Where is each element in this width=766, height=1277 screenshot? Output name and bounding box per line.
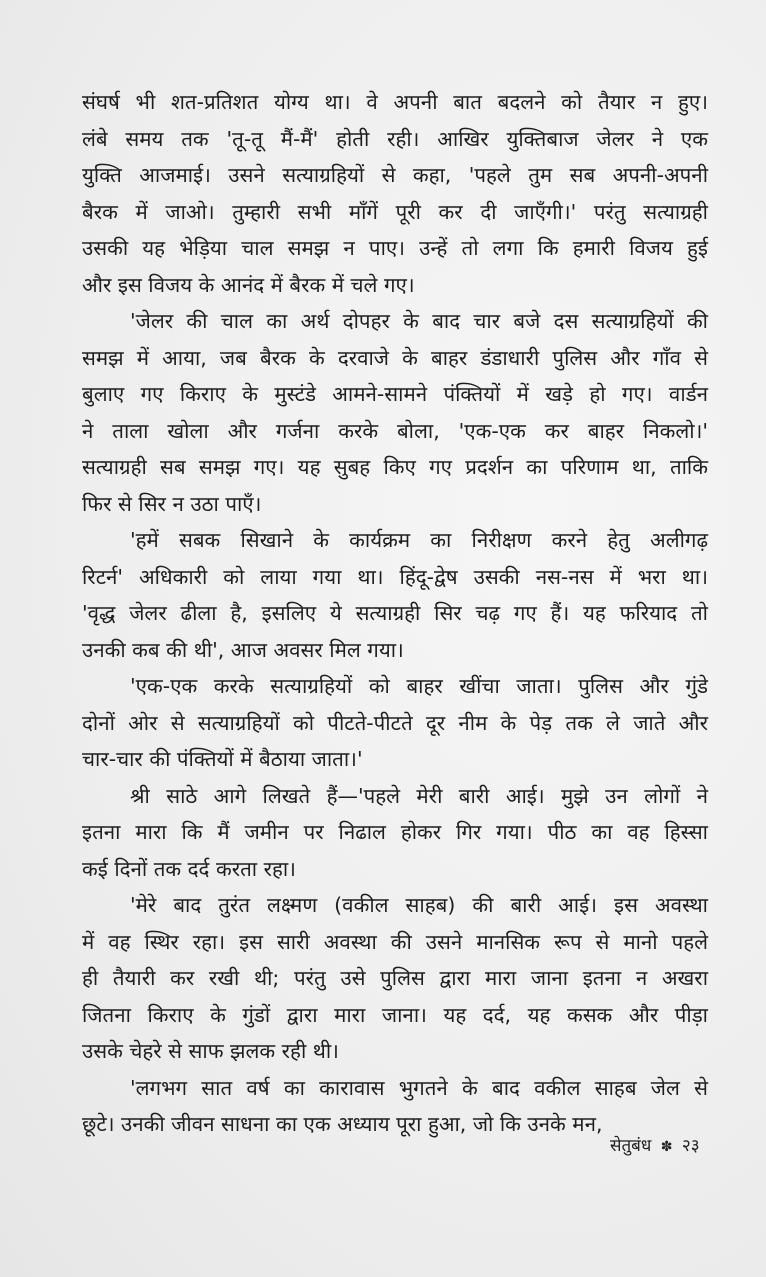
text-line: दोनों ओर से सत्याग्रहियों को पीटते-पीटते दूर नीम के पेड़ तक ले जाते और — [82, 710, 708, 735]
text-line: 'मेरे बाद तुरंत लक्ष्मण (वकील साहब) की बारी आई। इस अवस्था — [130, 893, 708, 917]
text-line: ने ताला खोला और गर्जना करके बोला, 'एक-एक कर बाहर निकलो।' — [82, 418, 708, 443]
text-line: श्री साठे आगे लिखते हैं—'पहले मेरी बारी आई। मुझे उन लोगों ने — [130, 783, 708, 808]
paragraph — [82, 84, 708, 303]
running-title: सेतुबंध — [610, 1136, 652, 1156]
text-line: चार-चार की पंक्तियों में बैठाया जाता।' — [82, 747, 363, 771]
text-line: 'एक-एक करके सत्याग्रहियों को बाहर खींचा जाता। पुलिस और गुंडे — [130, 674, 708, 698]
text-line: बुलाए गए किराए के मुस्टंडे आमने-सामने पंक्तियों में खड़े हो गए। वार्डन — [82, 382, 708, 406]
text-line: संघर्ष भी शत-प्रतिशत योग्य था। वे अपनी बात बदलने को तैयार न हुए। — [82, 90, 708, 114]
paragraph — [82, 887, 708, 1070]
text-line: ही तैयारी कर रखी थी; परंतु उसे पुलिस द्वारा मारा जाना इतना न अखरा — [82, 966, 708, 990]
paragraph — [82, 778, 708, 888]
text-line: इतना मारा कि मैं जमीन पर निढाल होकर गिर गया। पीठ का वह हिस्सा — [82, 820, 708, 844]
paragraph — [82, 303, 708, 522]
text-line: छूटे। उनकी जीवन साधना का एक अध्याय पूरा हुआ, जो कि उनके मन, — [82, 1112, 603, 1136]
text-line: फिर से सिर न उठा पाएँ। — [82, 491, 262, 516]
text-line: उनकी कब की थी', आज अवसर मिल गया। — [82, 637, 404, 662]
flower-ornament-icon: ✽ — [660, 1139, 673, 1155]
text-line: कई दिनों तक दर्द करता रहा। — [82, 856, 296, 881]
paragraph — [82, 522, 708, 668]
page-footer — [610, 1133, 710, 1156]
text-line: समझ में आया, जब बैरक के दरवाजे के बाहर डंडाधारी पुलिस और गाँव से — [82, 345, 708, 370]
text-line: बैरक में जाओ। तुम्हारी सभी माँगें पूरी कर दी जाएँगी।' परंतु सत्याग्रही — [82, 199, 708, 224]
paragraph — [82, 1070, 708, 1143]
text-line: 'लगभग सात वर्ष का कारावास भुगतने के बाद वकील साहब जेल से — [130, 1075, 708, 1100]
page-number: २३ — [681, 1136, 700, 1156]
text-line: लंबे समय तक 'तू-तू मैं-मैं' होती रही। आखिर युक्तिबाज जेलर ने एक — [82, 126, 708, 151]
text-line: 'जेलर की चाल का अर्थ दोपहर के बाद चार बजे दस सत्याग्रहियों की — [130, 309, 708, 333]
page-body-text — [82, 84, 708, 1143]
text-line: 'वृद्ध जेलर ढीला है, इसलिए ये सत्याग्रही सिर चढ़ गए हैं। यह फरियाद तो — [82, 601, 708, 625]
text-line: और इस विजय के आनंद में बैरक में चले गए। — [82, 272, 415, 297]
text-line: रिटर्न' अधिकारी को लाया गया था। हिंदू-द्वेष उसकी नस-नस में भरा था। — [82, 564, 708, 589]
text-line: में वह स्थिर रहा। इस सारी अवस्था की उसने मानसिक रूप से मानो पहले — [82, 929, 708, 954]
text-line: सत्याग्रही सब समझ गए। यह सुबह किए गए प्रदर्शन का परिणाम था, ताकि — [82, 455, 708, 479]
text-line: युक्ति आजमाई। उसने सत्याग्रहियों से कहा, 'पहले तुम सब अपनी-अपनी — [82, 163, 708, 187]
text-line: उसकी यह भेड़िया चाल समझ न पाए। उन्हें तो लगा कि हमारी विजय हुई — [82, 236, 708, 260]
text-line: 'हमें सबक सिखाने के कार्यक्रम का निरीक्षण करने हेतु अलीगढ़ — [130, 528, 708, 552]
text-line: जितना किराए के गुंडों द्वारा मारा जाना। यह दर्द, यह कसक और पीड़ा — [82, 1002, 708, 1027]
text-line: उसके चेहरे से साफ झलक रही थी। — [82, 1039, 339, 1063]
paragraph — [82, 668, 708, 778]
